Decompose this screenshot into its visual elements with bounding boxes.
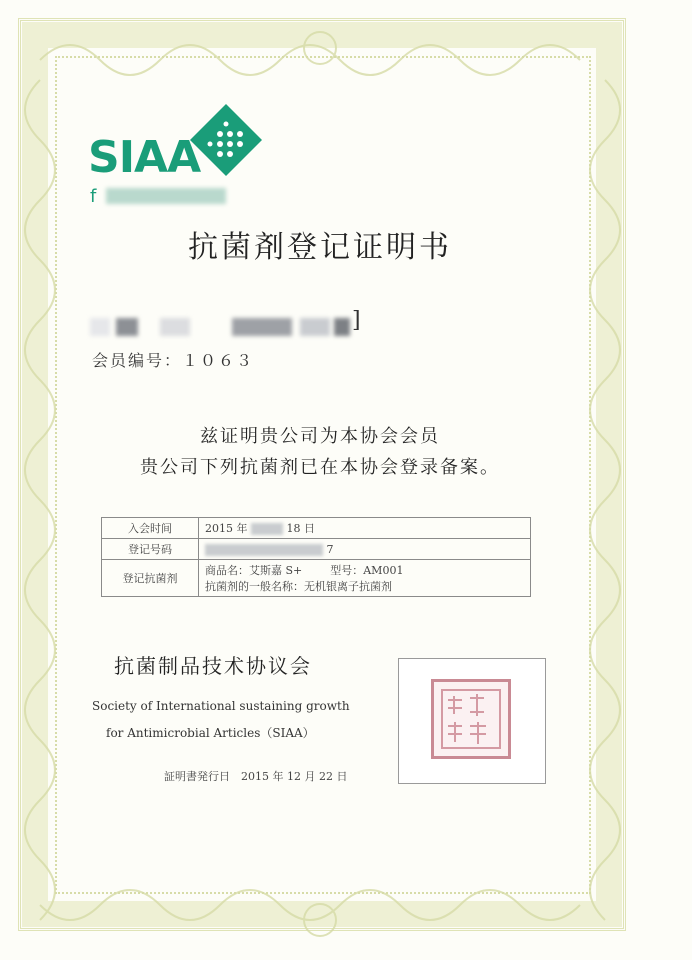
organization-name-en-line2: for Antimicrobial Articles（SIAA） xyxy=(106,726,315,740)
siaa-logo xyxy=(88,104,258,207)
organization-name-en-line1: Society of International sustaining growth xyxy=(92,699,350,713)
registered-agent-value xyxy=(199,560,531,597)
certificate-title: 抗菌剤登记证明书 xyxy=(188,230,452,265)
seal-box xyxy=(398,658,546,784)
reg-number-value xyxy=(199,539,531,560)
registration-table xyxy=(101,517,531,597)
join-day: 18 日 xyxy=(286,522,315,535)
issue-date: 証明書発行日 2015 年 12 月 22 日 xyxy=(164,770,348,783)
bracket-mark: ] xyxy=(352,308,361,333)
organization-name-cn: 抗菌制品技术协议会 xyxy=(114,654,312,678)
logo-text: SIAA xyxy=(88,132,201,183)
member-label: 会员编号： xyxy=(92,351,183,370)
logo-mark-icon xyxy=(190,104,262,176)
official-seal-icon xyxy=(431,679,511,759)
table-row xyxy=(102,539,531,560)
product-name: 商品名：艾斯嘉 S+ xyxy=(205,564,303,577)
redacted-logo-text xyxy=(106,188,226,204)
table-row xyxy=(102,560,531,597)
reg-number-suffix: 7 xyxy=(326,542,334,556)
join-date-value xyxy=(199,518,531,539)
member-number-line xyxy=(92,348,254,371)
redacted-month xyxy=(251,523,283,535)
logo-subtitle: f xyxy=(90,186,97,207)
model-number: 型号：AM001 xyxy=(330,564,404,577)
table-row xyxy=(102,518,531,539)
statement-line-2: 贵公司下列抗菌剂已在本协会登录备案。 xyxy=(140,457,500,478)
generic-name: 抗菌剂的一般名称：无机银离子抗菌剂 xyxy=(205,580,392,593)
member-number: １０６３ xyxy=(182,351,255,370)
statement-line-1: 兹证明贵公司为本协会会员 xyxy=(200,426,440,447)
reg-number-label: 登记号码 xyxy=(102,539,199,560)
join-year: 2015 年 xyxy=(205,522,248,535)
redacted-reg-number xyxy=(205,544,323,556)
registered-agent-label: 登记抗菌剂 xyxy=(102,560,199,597)
join-date-label: 入会时间 xyxy=(102,518,199,539)
